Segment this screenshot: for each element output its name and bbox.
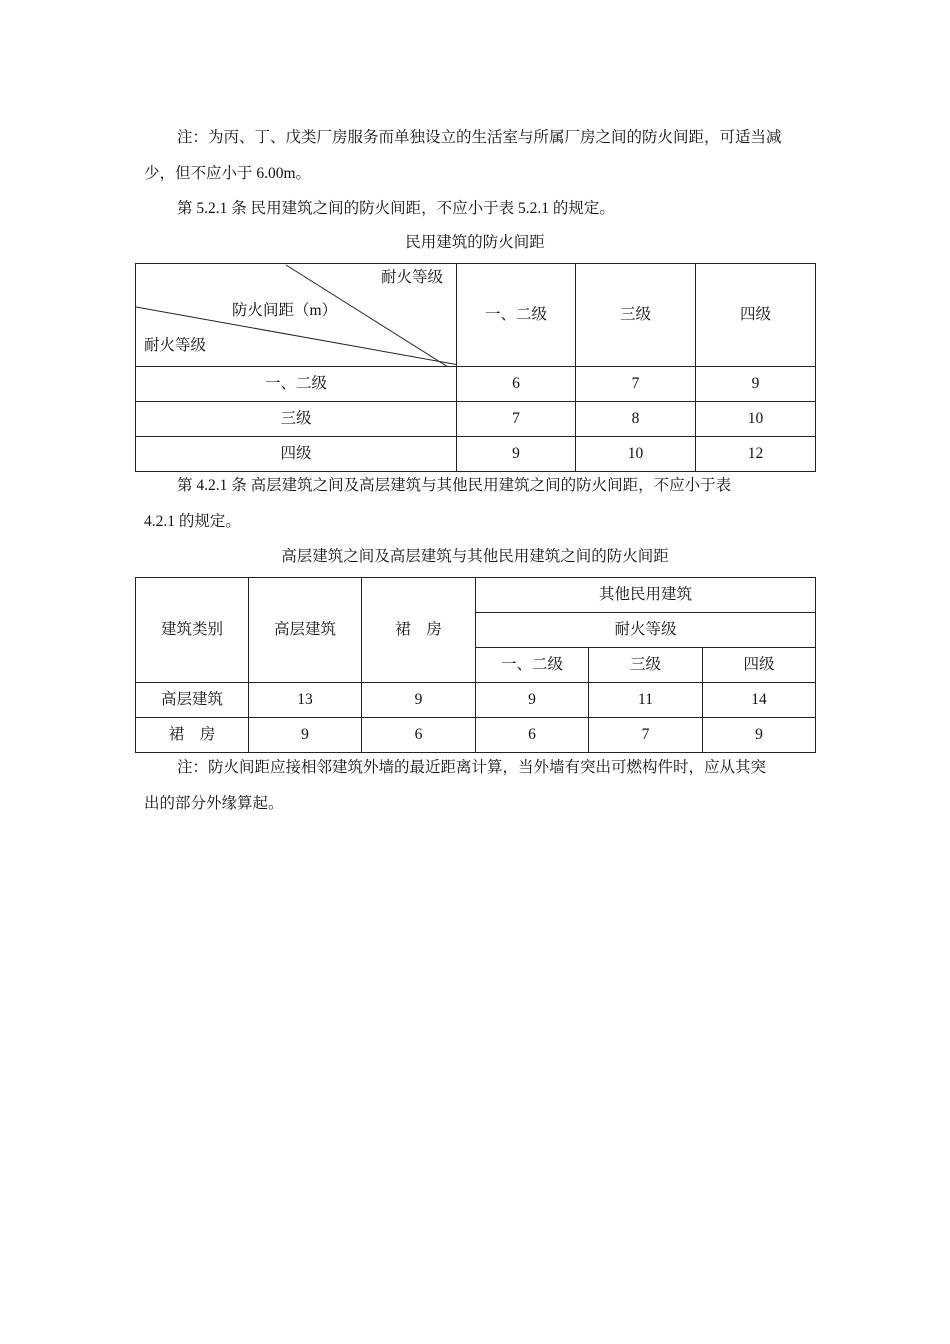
table-cell: 7 (589, 718, 703, 753)
clause-4-2-1-line-1: 第 4.2.1 条 高层建筑之间及高层建筑与其他民用建筑之间的防火间距，不应小于表 (177, 477, 732, 494)
header-fire-rating: 耐火等级 (476, 613, 816, 648)
table-row (136, 402, 816, 437)
table-cell: 10 (696, 402, 816, 437)
note-1-line-1: 注：为丙、丁、戊类厂房服务而单独设立的生活室与所属厂房之间的防火间距，可适当减 (177, 129, 782, 146)
note-1-line-2: 少，但不应小于 6.00m。 (144, 165, 312, 182)
header-podium: 裙 房 (362, 578, 476, 683)
header-grade: 一、二级 (476, 648, 589, 683)
header-building-category: 建筑类别 (136, 578, 249, 683)
note-2-line-1: 注：防火间距应接相邻建筑外墙的最近距离计算，当外墙有突出可燃构件时，应从其突 (177, 759, 767, 776)
table-cell: 7 (576, 367, 696, 402)
corner-label-column-rating: 耐火等级 (381, 269, 444, 286)
row-label: 四级 (136, 437, 457, 472)
table-cell: 11 (589, 683, 703, 718)
table-cell: 9 (703, 718, 816, 753)
row-label: 裙 房 (136, 718, 249, 753)
table-cell: 9 (457, 437, 576, 472)
table-1 (135, 263, 816, 472)
table-cell: 13 (249, 683, 362, 718)
table-cell: 10 (576, 437, 696, 472)
clause-4-2-1-line-2: 4.2.1 的规定。 (144, 513, 241, 530)
table-2-caption: 高层建筑之间及高层建筑与其他民用建筑之间的防火间距 (281, 548, 669, 565)
table-row (136, 437, 816, 472)
table-2 (135, 577, 816, 753)
table-cell: 9 (249, 718, 362, 753)
table-1-col-header: 四级 (696, 264, 816, 367)
table-row (136, 367, 816, 402)
table-row (136, 718, 816, 753)
table-cell: 9 (476, 683, 589, 718)
table-row (136, 683, 816, 718)
table-1-col-header: 三级 (576, 264, 696, 367)
table-cell: 8 (576, 402, 696, 437)
note-2-line-2: 出的部分外缘算起。 (144, 795, 284, 812)
table-cell: 9 (362, 683, 476, 718)
table-1-col-header: 一、二级 (457, 264, 576, 367)
clause-5-2-1: 第 5.2.1 条 民用建筑之间的防火间距，不应小于表 5.2.1 的规定。 (177, 200, 615, 217)
header-highrise: 高层建筑 (249, 578, 362, 683)
corner-label-row-rating: 耐火等级 (144, 337, 207, 354)
row-label: 高层建筑 (136, 683, 249, 718)
table-1-header-row (136, 264, 816, 367)
corner-label-distance: 防火间距（m） (232, 302, 338, 319)
header-grade: 四级 (703, 648, 816, 683)
header-other-civil: 其他民用建筑 (476, 578, 816, 613)
row-label: 三级 (136, 402, 457, 437)
row-label: 一、二级 (136, 367, 457, 402)
table-cell: 14 (703, 683, 816, 718)
table-1-caption: 民用建筑的防火间距 (405, 234, 545, 251)
header-grade: 三级 (589, 648, 703, 683)
table-cell: 7 (457, 402, 576, 437)
table-2-header-row-1 (136, 578, 816, 613)
table-cell: 12 (696, 437, 816, 472)
table-1-corner-cell (136, 264, 457, 367)
table-cell: 9 (696, 367, 816, 402)
table-cell: 6 (476, 718, 589, 753)
table-cell: 6 (457, 367, 576, 402)
table-cell: 6 (362, 718, 476, 753)
